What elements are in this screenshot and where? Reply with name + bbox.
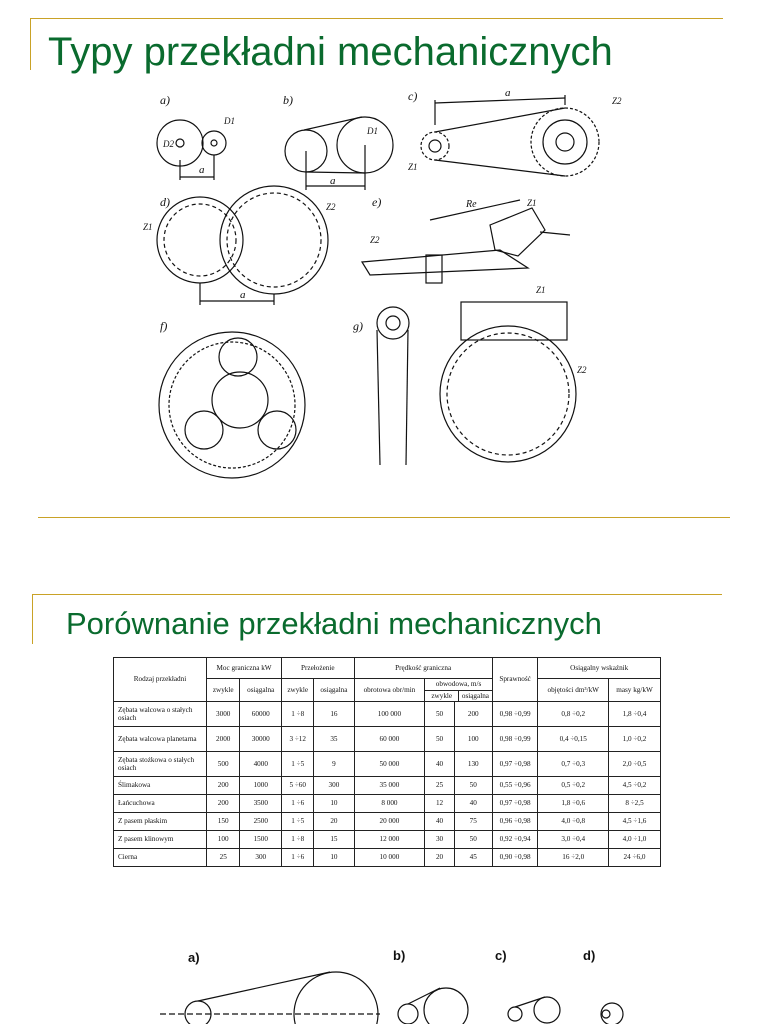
cell-name: Z pasem klinowym <box>114 831 207 849</box>
cell-moc-zw: 2000 <box>207 727 240 752</box>
header-prz-osiagalna: osiągalna <box>314 679 354 702</box>
header-rodzaj: Rodzaj przekładni <box>114 658 207 702</box>
belt-a-large-pulley <box>294 972 378 1024</box>
cell-prz-os: 16 <box>314 702 354 727</box>
cell-prz-os: 10 <box>314 795 354 813</box>
cell-prz-os: 15 <box>314 831 354 849</box>
cell-obw-zw: 12 <box>425 795 454 813</box>
cell-moc-os: 300 <box>240 849 282 867</box>
belt-b-small-pulley <box>398 1004 418 1024</box>
cell-obj: 1,8 ÷0,6 <box>538 795 609 813</box>
cell-spr: 0,55 ÷0,96 <box>492 777 538 795</box>
label-re: Re <box>466 199 477 210</box>
label-dim-a-1: a <box>199 164 205 176</box>
header-obrotowa: obrotowa obr/min <box>354 679 425 702</box>
cell-obr: 12 000 <box>354 831 425 849</box>
label-g: g) <box>353 319 363 333</box>
cell-name: Z pasem płaskim <box>114 813 207 831</box>
bottom-label-d: d) <box>583 948 596 963</box>
figure-c-chain-drive <box>408 87 622 176</box>
cell-moc-zw: 500 <box>207 752 240 777</box>
header-obw-osiagalna: osiągalna <box>461 691 489 700</box>
figure-e-bevel-gears <box>362 195 570 283</box>
cell-masa: 24 ÷6,0 <box>609 849 661 867</box>
label-d1-b: D1 <box>367 126 378 136</box>
cell-prz-zw: 1 ÷5 <box>282 813 314 831</box>
header-moc-zwykle: zwykle <box>207 679 240 702</box>
cell-moc-zw: 25 <box>207 849 240 867</box>
belt-b-large-pulley <box>424 988 468 1024</box>
cell-spr: 0,97 ÷0,98 <box>492 752 538 777</box>
slide-title: Typy przekładni mechanicznych <box>48 30 613 74</box>
belt-d-hub <box>602 1010 610 1018</box>
cell-spr: 0,98 ÷0,99 <box>492 702 538 727</box>
cell-prz-os: 20 <box>314 813 354 831</box>
cell-masa: 8 ÷2,5 <box>609 795 661 813</box>
cell-moc-os: 30000 <box>240 727 282 752</box>
cell-masa: 1,0 ÷0,2 <box>609 727 661 752</box>
cell-obr: 100 000 <box>354 702 425 727</box>
cell-obj: 0,7 ÷0,3 <box>538 752 609 777</box>
cell-obr: 60 000 <box>354 727 425 752</box>
cell-moc-os: 60000 <box>240 702 282 727</box>
header-masy: masy kg/kW <box>609 679 661 702</box>
cell-masa: 4,0 ÷1,0 <box>609 831 661 849</box>
label-z1-c: Z1 <box>408 162 418 172</box>
cell-name: Łańcuchowa <box>114 795 207 813</box>
cell-masa: 4,5 ÷1,6 <box>609 813 661 831</box>
cell-obw-os: 75 <box>454 813 492 831</box>
cell-moc-zw: 200 <box>207 777 240 795</box>
label-c: c) <box>408 89 418 103</box>
cell-prz-zw: 1 ÷5 <box>282 752 314 777</box>
cell-obw-os: 40 <box>454 795 492 813</box>
belt-c-large-pulley <box>534 997 560 1023</box>
cell-moc-os: 1000 <box>240 777 282 795</box>
cell-obr: 8 000 <box>354 795 425 813</box>
label-z1-d: Z1 <box>143 222 153 232</box>
label-z2-c: Z2 <box>612 96 622 106</box>
label-z2-d: Z2 <box>326 202 336 212</box>
cell-moc-os: 1500 <box>240 831 282 849</box>
label-e: e) <box>372 195 382 209</box>
cell-obw-os: 200 <box>454 702 492 727</box>
header-przelozenie: Przełożenie <box>282 658 354 679</box>
cell-obw-zw: 25 <box>425 777 454 795</box>
cell-obj: 16 ÷2,0 <box>538 849 609 867</box>
cell-spr: 0,96 ÷0,98 <box>492 813 538 831</box>
cell-prz-os: 300 <box>314 777 354 795</box>
cell-name: Cierna <box>114 849 207 867</box>
cell-obr: 35 000 <box>354 777 425 795</box>
figure-a-friction-wheels <box>157 93 235 180</box>
figure-b-belt-drive <box>283 93 393 190</box>
bottom-rule <box>38 517 730 518</box>
label-d1: D1 <box>224 116 235 126</box>
label-d: d) <box>160 195 170 209</box>
cell-obw-zw: 40 <box>425 752 454 777</box>
cell-spr: 0,92 ÷0,94 <box>492 831 538 849</box>
header-prz-zwykle: zwykle <box>282 679 314 702</box>
header-obw-zwykle: zwykle <box>425 691 459 701</box>
cell-prz-zw: 1 ÷6 <box>282 849 314 867</box>
cell-obj: 4,0 ÷0,8 <box>538 813 609 831</box>
cell-obw-os: 50 <box>454 831 492 849</box>
belt-drive-variants-figure <box>0 590 768 1024</box>
header-wskaznik: Osiągalny wskaźnik <box>538 658 661 679</box>
belt-a-small-pulley <box>185 1001 211 1024</box>
cell-name: Zębata walcowa o stałych osiach <box>114 702 207 727</box>
cell-moc-zw: 100 <box>207 831 240 849</box>
cell-obw-os: 50 <box>454 777 492 795</box>
cell-prz-zw: 1 ÷6 <box>282 795 314 813</box>
cell-prz-zw: 3 ÷12 <box>282 727 314 752</box>
cell-prz-os: 9 <box>314 752 354 777</box>
bottom-label-b: b) <box>393 948 406 963</box>
cell-spr: 0,98 ÷0,99 <box>492 727 538 752</box>
figure-d-spur-gears <box>143 186 336 305</box>
label-a: a) <box>160 93 170 107</box>
figure-f-planetary-gear <box>159 319 305 478</box>
cell-spr: 0,97 ÷0,98 <box>492 795 538 813</box>
cell-obj: 0,5 ÷0,2 <box>538 777 609 795</box>
cell-name: Zębata walcowa planetarna <box>114 727 207 752</box>
cell-moc-os: 2500 <box>240 813 282 831</box>
cell-moc-zw: 3000 <box>207 702 240 727</box>
cell-spr: 0,90 ÷0,98 <box>492 849 538 867</box>
cell-prz-os: 35 <box>314 727 354 752</box>
cell-name: Zębata stożkowa o stałych osiach <box>114 752 207 777</box>
slide-gear-comparison <box>0 590 768 1024</box>
bottom-label-a: a) <box>188 950 200 965</box>
cell-obw-os: 130 <box>454 752 492 777</box>
label-dim-a-4: a <box>240 289 246 301</box>
belt-c-small-pulley <box>508 1007 522 1021</box>
cell-obr: 20 000 <box>354 813 425 831</box>
belt-d-pulley <box>601 1003 623 1024</box>
cell-obw-os: 100 <box>454 727 492 752</box>
cell-prz-os: 10 <box>314 849 354 867</box>
label-z2-g: Z2 <box>577 365 587 375</box>
label-b: b) <box>283 93 293 107</box>
cell-obw-zw: 50 <box>425 702 454 727</box>
header-obwodowa: obwodowa, m/s <box>425 679 491 690</box>
cell-obw-zw: 30 <box>425 831 454 849</box>
cell-moc-zw: 150 <box>207 813 240 831</box>
cell-obw-zw: 20 <box>425 849 454 867</box>
header-sprawnosc: Sprawność <box>492 658 538 702</box>
cell-moc-os: 4000 <box>240 752 282 777</box>
slide-title-2: Porównanie przekładni mechanicznych <box>66 606 602 641</box>
cell-prz-zw: 5 ÷60 <box>282 777 314 795</box>
cell-moc-zw: 200 <box>207 795 240 813</box>
cell-name: Ślimakowa <box>114 777 207 795</box>
cell-masa: 2,0 ÷0,5 <box>609 752 661 777</box>
cell-obj: 3,0 ÷0,4 <box>538 831 609 849</box>
cell-prz-zw: 1 ÷8 <box>282 702 314 727</box>
cell-masa: 4,5 ÷0,2 <box>609 777 661 795</box>
figure-g-worm-gear <box>353 285 587 465</box>
label-f: f) <box>160 319 168 333</box>
label-d2: D2 <box>163 139 174 149</box>
header-predkosc: Prędkość graniczna <box>354 658 492 679</box>
header-moc-osiagalna: osiągalna <box>240 679 282 702</box>
cell-obj: 0,8 ÷0,2 <box>538 702 609 727</box>
cell-obj: 0,4 ÷0,15 <box>538 727 609 752</box>
cell-moc-os: 3500 <box>240 795 282 813</box>
cell-obr: 10 000 <box>354 849 425 867</box>
label-z1-e: Z1 <box>527 198 537 208</box>
header-objetosci: objętości dm³/kW <box>538 679 609 702</box>
cell-masa: 1,8 ÷0,4 <box>609 702 661 727</box>
bottom-label-c: c) <box>495 948 507 963</box>
label-z2-e: Z2 <box>370 235 380 245</box>
label-dim-a-3: a <box>505 87 511 99</box>
cell-prz-zw: 1 ÷8 <box>282 831 314 849</box>
cell-obw-zw: 50 <box>425 727 454 752</box>
label-z1-g: Z1 <box>536 285 546 295</box>
cell-obr: 50 000 <box>354 752 425 777</box>
cell-obw-os: 45 <box>454 849 492 867</box>
header-moc: Moc graniczna kW <box>207 658 282 679</box>
label-dim-a-2: a <box>330 175 336 187</box>
cell-obw-zw: 40 <box>425 813 454 831</box>
